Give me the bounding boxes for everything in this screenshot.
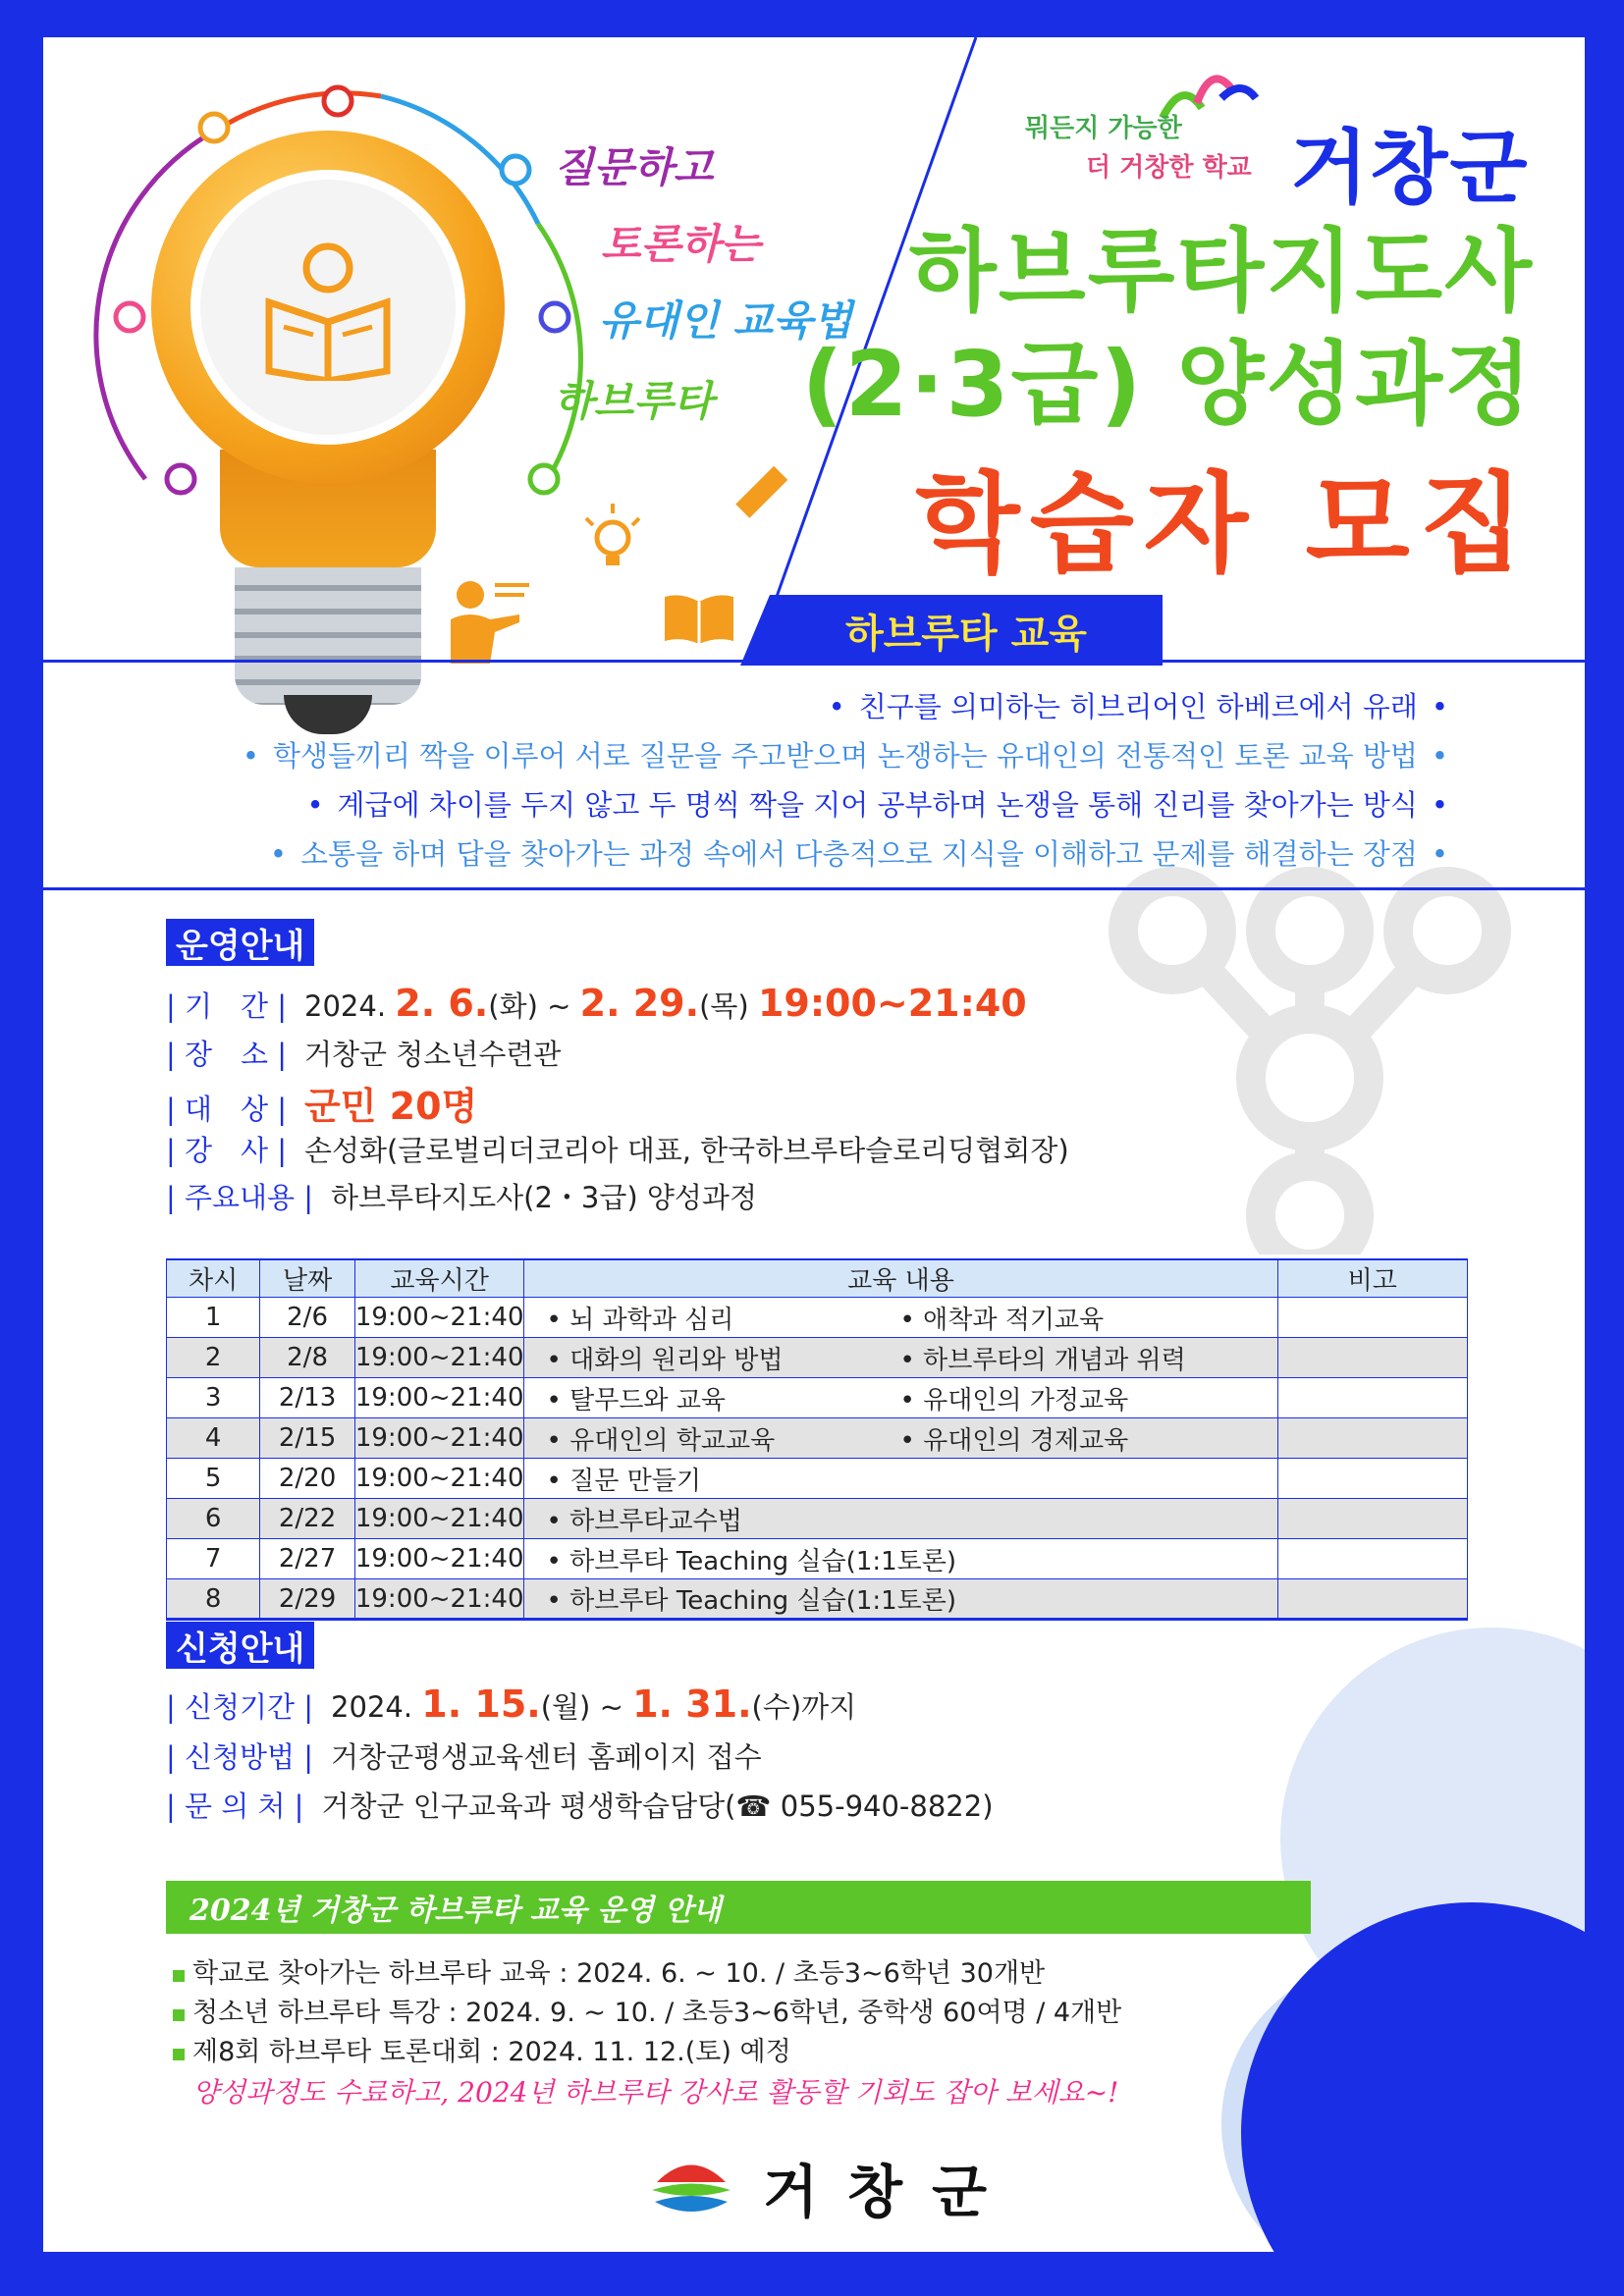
cell-note [1277, 1298, 1468, 1338]
footer-org-name: 거창군 [763, 2159, 1017, 2225]
table-row [167, 1378, 1468, 1418]
cell-time: 19:00~21:40 [354, 1459, 524, 1499]
column-header: 교육시간 [354, 1259, 524, 1298]
cell-date: 2/8 [260, 1338, 355, 1378]
divider [43, 660, 1585, 663]
cell-note [1277, 1338, 1468, 1378]
page-title-line1: 하브루타지도사 [908, 219, 1534, 324]
cell-session: 1 [167, 1298, 260, 1338]
cell-date: 2/15 [260, 1418, 355, 1459]
handwritten-phrase: 토론하는 [601, 220, 761, 268]
cell-session: 5 [167, 1459, 260, 1499]
cell-time: 19:00~21:40 [354, 1418, 524, 1459]
table-row [167, 1579, 1468, 1620]
table-header-row [167, 1259, 1468, 1298]
list-item: 제8회 하브루타 토론대회 : 2024. 11. 12.(토) 예정 [173, 2030, 791, 2068]
slogan-line2: 더 거창한 학교 [1086, 153, 1252, 183]
cell-session: 2 [167, 1338, 260, 1378]
bullet-item: • 학생들끼리 짝을 이루어 서로 질문을 주고받으며 논쟁하는 유대인의 전통적인 토론 교육 방법 • [242, 739, 1448, 773]
footer-logo [647, 2138, 1059, 2236]
cell-session: 7 [167, 1539, 260, 1579]
cell-time: 19:00~21:40 [354, 1499, 524, 1539]
info-contact: | 문 의 처 | 거창군 인구교육과 평생학습담당(☎ 055-940-8822) [166, 1789, 994, 1823]
cell-session: 6 [167, 1499, 260, 1539]
table-row [167, 1418, 1468, 1459]
table-row [167, 1338, 1468, 1378]
cell-note [1277, 1499, 1468, 1539]
molecule-decor [1084, 862, 1555, 1255]
handwritten-phrase: 유대인 교육법 [599, 296, 853, 345]
cell-session: 8 [167, 1579, 260, 1620]
handwritten-phrase: 질문하고 [554, 143, 714, 191]
cell-time: 19:00~21:40 [354, 1338, 524, 1378]
poster [43, 37, 1585, 2252]
page-title-line2: (2·3급) 양성과정 [801, 332, 1534, 437]
bullet-item: • 친구를 의미하는 히브리어인 하베르에서 유래 • [828, 690, 1448, 723]
cell-time: 19:00~21:40 [354, 1579, 524, 1620]
cell-note [1277, 1378, 1468, 1418]
pencil-icon [726, 459, 794, 528]
cell-content: • 하브루타교수법 [524, 1499, 1277, 1539]
table-row [167, 1298, 1468, 1338]
org-name: 거창군 [1290, 122, 1530, 215]
handwritten-phrase: 하브루타 [554, 377, 714, 425]
schedule-table [166, 1258, 1468, 1621]
cell-content: • 탈무드와 교육 • 유대인의 가정교육 [524, 1378, 1277, 1418]
page-title-line3: 학습자 모집 [915, 461, 1534, 587]
lightbulb-small-icon [578, 499, 647, 577]
cell-time: 19:00~21:40 [354, 1298, 524, 1338]
cell-content: • 대화의 원리와 방법 • 하브루타의 개념과 위력 [524, 1338, 1277, 1378]
column-header: 차시 [167, 1259, 260, 1298]
cell-date: 2/20 [260, 1459, 355, 1499]
cell-content: • 유대인의 학교교육 • 유대인의 경제교육 [524, 1418, 1277, 1459]
table-row [167, 1459, 1468, 1499]
havruta-badge: 하브루타 교육 [770, 595, 1163, 666]
program-heading: 2024년 거창군 하브루타 교육 운영 안내 [166, 1881, 1311, 1934]
list-item: 청소년 하브루타 특강 : 2024. 9. ~ 10. / 초등3~6학년, 중학생 60여명 / 4개반 [173, 1991, 1121, 2029]
info-apply-method: | 신청방법 | 거창군평생교육센터 홈페이지 접수 [166, 1740, 762, 1774]
info-instructor: | 강 사 | 손성화(글로벌리더코리아 대표, 한국하브루타슬로리딩협회장) [166, 1134, 1069, 1167]
column-header: 날짜 [260, 1259, 355, 1298]
promo-note: 양성과정도 수료하고, 2024년 하브루타 강사로 활동할 기회도 잡아 보세요~! [192, 2076, 1119, 2109]
section-heading-operation: 운영안내 [166, 919, 314, 966]
cell-content: • 뇌 과학과 심리 • 애착과 적기교육 [524, 1298, 1277, 1338]
cell-date: 2/13 [260, 1378, 355, 1418]
cell-content: • 하브루타 Teaching 실습(1:1토론) [524, 1539, 1277, 1579]
info-place: | 장 소 | 거창군 청소년수련관 [166, 1038, 562, 1071]
divider [43, 887, 1585, 890]
slogan-line1: 뭐든지 가능한 [1025, 114, 1182, 143]
info-content: | 주요내용 | 하브루타지도사(2・3급) 양성과정 [166, 1181, 757, 1214]
info-apply-period: | 신청기간 | 2024. 1. 15. (월) ~ 1. 31. (수)까지 [166, 1682, 857, 1726]
decor-circle [1241, 1902, 1585, 2252]
cell-note [1277, 1459, 1468, 1499]
cell-date: 2/29 [260, 1579, 355, 1620]
cell-note [1277, 1539, 1468, 1579]
cell-content: • 질문 만들기 [524, 1459, 1277, 1499]
list-item: 학교로 찾아가는 하브루타 교육 : 2024. 6. ~ 10. / 초등3~6학년 30개반 [173, 1951, 1045, 1990]
cell-session: 4 [167, 1418, 260, 1459]
info-target: | 대 상 | 군민 20명 [166, 1085, 478, 1128]
bulb-tip [284, 695, 372, 734]
cell-note [1277, 1579, 1468, 1620]
table-row [167, 1539, 1468, 1579]
cell-content: • 하브루타 Teaching 실습(1:1토론) [524, 1579, 1277, 1620]
cell-date: 2/6 [260, 1298, 355, 1338]
cell-note [1277, 1418, 1468, 1459]
section-heading-application: 신청안내 [166, 1622, 314, 1669]
bullet-item: • 계급에 차이를 두지 않고 두 명씩 짝을 지어 공부하며 논쟁을 통해 진리를 찾아가는 방식 • [306, 788, 1448, 822]
column-header: 교육 내용 [524, 1259, 1277, 1298]
cell-session: 3 [167, 1378, 260, 1418]
geochang-emblem-icon [647, 2153, 735, 2221]
cell-time: 19:00~21:40 [354, 1539, 524, 1579]
bulb-base [235, 567, 421, 705]
cell-date: 2/27 [260, 1539, 355, 1579]
cell-time: 19:00~21:40 [354, 1378, 524, 1418]
open-book-icon [660, 587, 738, 646]
column-header: 비고 [1277, 1259, 1468, 1298]
reading-person-icon [254, 234, 402, 381]
bullet-item: • 소통을 하며 답을 찾아가는 과정 속에서 다층적으로 지식을 이해하고 문제를 해결하는 장점 • [269, 837, 1448, 871]
table-row [167, 1499, 1468, 1539]
info-period: | 기 간 | 2024. 2. 6. (화) ~ 2. 29. (목) 19:00~21:40 [166, 982, 1027, 1025]
cell-date: 2/22 [260, 1499, 355, 1539]
teacher-icon [441, 575, 539, 664]
